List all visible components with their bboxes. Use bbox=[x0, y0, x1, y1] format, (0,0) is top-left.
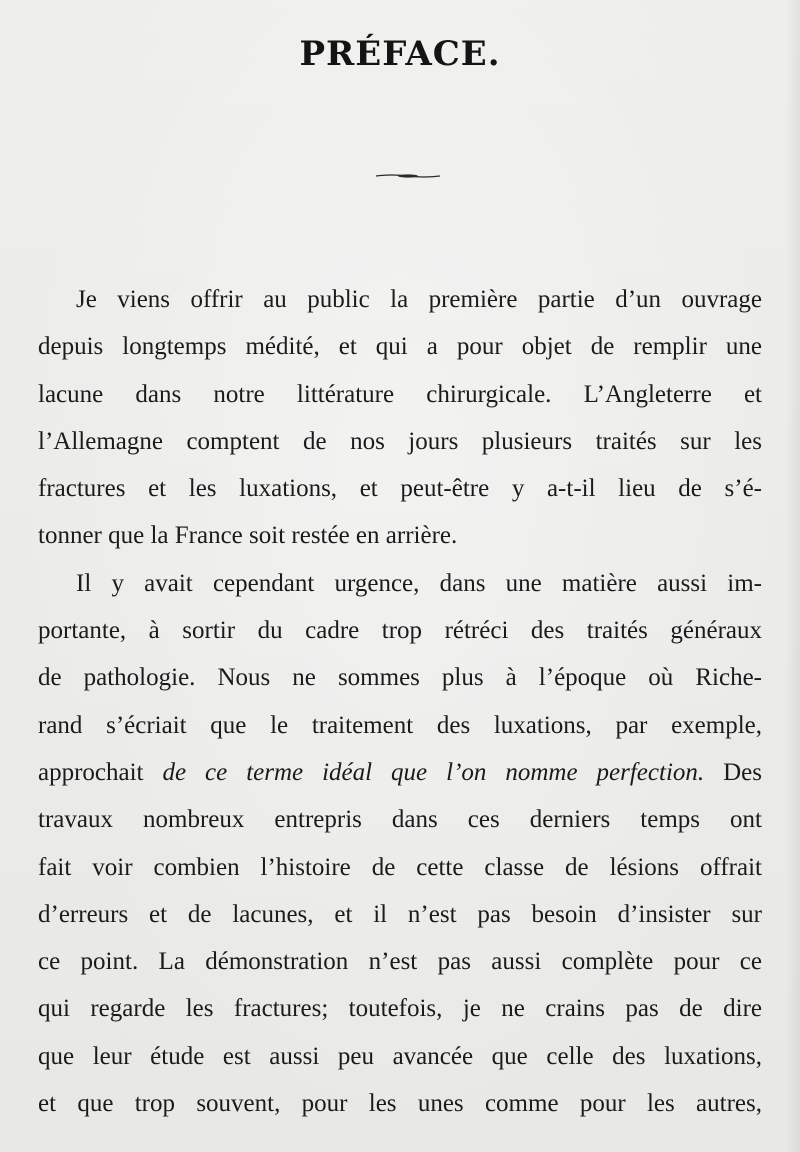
text-line-mixed bbox=[38, 749, 762, 796]
text-line: de pathologie. Nous ne sommes plus à l’époque où Riche- bbox=[38, 664, 762, 692]
text-line: lacune dans notre littérature chirurgicale. L’Angleterre et bbox=[38, 380, 762, 408]
page-title: PRÉFACE. bbox=[299, 34, 501, 74]
ornamental-rule bbox=[376, 173, 440, 179]
text-line: et que trop souvent, pour les unes comme pour les autres, bbox=[38, 1090, 762, 1118]
text-line: qui regarde les fractures; toutefois, je ne crains pas de dire bbox=[38, 995, 762, 1023]
text-line: tonner que la France soit restée en arrière. bbox=[38, 522, 458, 550]
text-line: ce point. La démonstration n’est pas aussi complète pour ce bbox=[38, 948, 762, 976]
text-segment: approchait bbox=[38, 758, 144, 786]
text-line: portante, à sortir du cadre trop rétréci des traités généraux bbox=[38, 617, 762, 645]
text-line: fait voir combien l’histoire de cette classe de lésions offrait bbox=[38, 853, 762, 881]
text-line: rand s’écriait que le traitement des luxations, par exemple, bbox=[38, 711, 762, 739]
text-segment: Des bbox=[723, 758, 762, 786]
text-line: depuis longtemps médité, et qui a pour objet de remplir une bbox=[38, 333, 762, 361]
text-line: Je viens offrir au public la première partie d’un ouvrage bbox=[76, 286, 762, 313]
text-line: travaux nombreux entrepris dans ces derniers temps ont bbox=[38, 806, 762, 834]
text-line: d’erreurs et de lacunes, et il n’est pas besoin d’insister sur bbox=[38, 900, 762, 928]
text-line: que leur étude est aussi peu avancée que celle des luxations, bbox=[38, 1042, 762, 1070]
body-text bbox=[38, 276, 762, 1127]
text-line: l’Allemagne comptent de nos jours plusieurs traités sur les bbox=[38, 427, 762, 455]
page-edge-shadow bbox=[786, 0, 800, 1152]
text-line: fractures et les luxations, et peut-être y a-t-il lieu de s’é- bbox=[38, 475, 762, 503]
italic-quote: de ce terme idéal que l’on nomme perfection. bbox=[162, 758, 705, 786]
text-line: Il y avait cependant urgence, dans une matière aussi im- bbox=[76, 569, 762, 597]
